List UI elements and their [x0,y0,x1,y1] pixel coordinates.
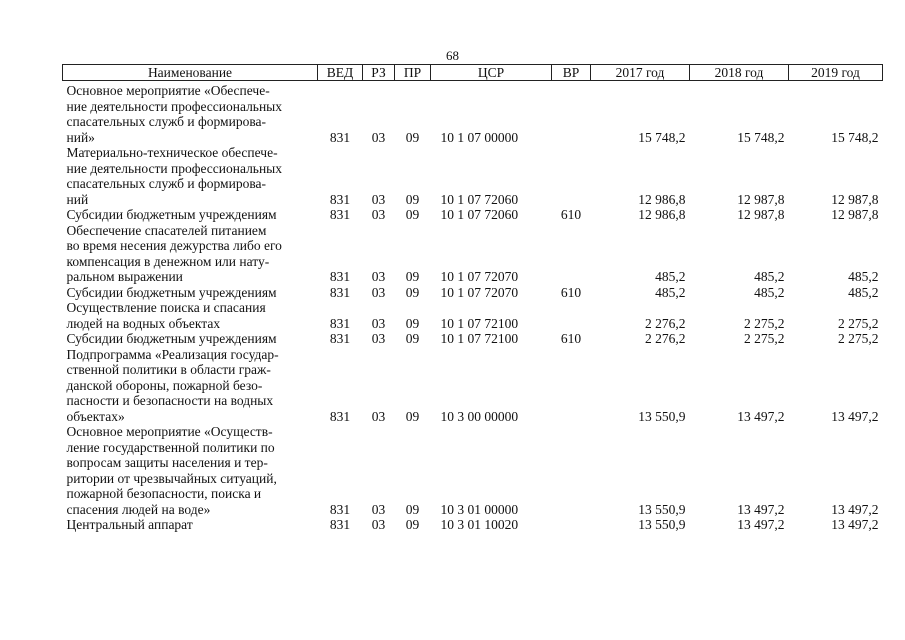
row-rz: 03 [371,284,386,300]
row-amount-2018: 485,2 [754,284,785,300]
row-amount-2018: 12 987,8 [737,191,785,207]
row-amount-2018: 12 987,8 [737,207,785,222]
row-name-line: спасательных служб и формирова- [66,114,267,129]
row-name-line: вопросам защиты населения и тер- [66,455,268,470]
row-amount-2019: 2 275,2 [838,331,879,346]
row-name [63,347,318,425]
row-pr: 09 [405,284,420,300]
row-name-line: ственной политики в области граж- [66,362,271,377]
row-amount-2017: 12 986,8 [638,207,686,222]
row-vr [552,223,591,285]
table-row [63,424,883,517]
row-vr [552,347,591,425]
budget-table [62,64,883,533]
row-name-line: объектах» [66,408,125,424]
row-ved: 831 [329,269,351,284]
row-name-line: спасательных служб и формирова- [66,176,267,191]
row-ved: 831 [329,408,351,424]
row-vr [552,300,591,331]
table-row [63,223,883,285]
row-ved: 831 [329,191,351,207]
table-row [63,517,883,533]
row-pr: 09 [405,269,420,284]
row-name [63,81,318,146]
row-name-line: Основное мероприятие «Обеспече- [66,83,270,98]
row-name [63,223,318,285]
row-vr [552,517,591,533]
table-row [63,347,883,425]
row-amount-2019: 15 748,2 [831,129,879,145]
table-row [63,207,883,223]
row-amount-2019: 485,2 [848,269,879,284]
row-amount-2018: 2 275,2 [744,315,785,331]
row-amount-2018: 2 275,2 [744,331,785,346]
row-name-line: ний [66,191,89,207]
row-name-line: пожарной безопасности, поиска и [66,486,262,501]
header-year-2018: 2018 год [690,65,789,81]
header-row [63,65,883,81]
row-name-line: Субсидии бюджетным учреждениям [66,207,277,222]
header-csr: ЦСР [431,65,552,81]
row-amount-2019: 2 275,2 [838,315,879,331]
row-name [63,331,318,347]
row-pr: 09 [405,517,420,532]
row-pr: 09 [405,207,420,222]
row-name [63,207,318,223]
row-name-line: Субсидии бюджетным учреждениям [66,284,277,300]
row-ved: 831 [329,129,351,145]
page-number: 68 [446,48,459,63]
row-rz: 03 [371,269,386,284]
header-rz: РЗ [363,65,395,81]
row-name-line: Субсидии бюджетным учреждениям [66,331,277,346]
table-row [63,285,883,301]
row-pr: 09 [405,315,420,331]
row-amount-2019: 13 497,2 [831,501,879,517]
table-row [63,300,883,331]
row-name-line: ние деятельности профессиональных [66,98,283,114]
row-ved: 831 [329,207,351,222]
row-vr: 610 [560,331,582,346]
row-amount-2017: 2 276,2 [645,331,686,346]
row-rz: 03 [371,129,386,145]
row-name-line: данской обороны, пожарной безо- [66,377,263,393]
row-amount-2017: 15 748,2 [638,129,686,145]
row-amount-2017: 2 276,2 [645,315,686,331]
row-csr: 10 1 07 72070 [440,269,519,284]
row-amount-2018: 13 497,2 [737,501,785,517]
row-ved: 831 [329,517,351,532]
row-name [63,517,318,533]
row-pr: 09 [405,501,420,517]
table-row [63,331,883,347]
row-name [63,285,318,301]
row-amount-2017: 485,2 [655,284,686,300]
row-rz: 03 [371,331,386,346]
row-vr [552,424,591,517]
row-name-line: Материально-техническое обеспече- [66,145,278,160]
row-amount-2019: 13 497,2 [831,408,879,424]
row-rz: 03 [371,408,386,424]
row-name-line: спасения людей на воде» [66,501,211,517]
row-pr: 09 [405,191,420,207]
row-name-line: Подпрограмма «Реализация государ- [66,346,279,362]
row-csr: 10 3 01 00000 [440,501,519,517]
row-name-line: во время несения дежурства либо его [66,238,282,253]
row-name-line: Центральный аппарат [66,517,193,532]
row-ved: 831 [329,315,351,331]
header-year-2017: 2017 год [591,65,690,81]
row-csr: 10 1 07 72060 [440,207,519,222]
row-amount-2019: 12 987,8 [831,207,879,222]
row-name [63,424,318,517]
row-csr: 10 1 07 72100 [440,331,519,346]
row-amount-2018: 15 748,2 [737,129,785,145]
row-ved: 831 [329,331,351,346]
table-row [63,145,883,207]
row-rz: 03 [371,517,386,532]
row-name-line: Основное мероприятие «Осуществ- [66,424,273,439]
header-name: Наименование [63,65,318,81]
row-amount-2017: 13 550,9 [638,501,686,517]
row-amount-2018: 13 497,2 [737,408,785,424]
row-ved: 831 [329,284,351,300]
row-amount-2019: 12 987,8 [831,191,879,207]
header-ved: ВЕД [318,65,363,81]
row-csr: 10 1 07 72070 [440,284,519,300]
row-name-line: ральном выражении [66,269,183,284]
row-amount-2017: 12 986,8 [638,191,686,207]
row-amount-2019: 13 497,2 [831,517,879,532]
row-vr: 610 [560,207,582,222]
row-name-line: людей на водных объектах [66,315,221,331]
table-header [63,65,883,81]
row-name-line: ние деятельности профессиональных [66,160,283,176]
row-csr: 10 3 01 10020 [440,517,519,532]
row-name-line: ний» [66,129,95,145]
row-amount-2018: 485,2 [754,269,785,284]
row-ved: 831 [329,501,351,517]
row-vr [552,145,591,207]
row-amount-2017: 485,2 [655,269,686,284]
row-rz: 03 [371,315,386,331]
row-name-line: Обеспечение спасателей питанием [66,222,267,238]
row-name-line: Осуществление поиска и спасания [66,300,266,315]
header-year-2019: 2019 год [789,65,883,81]
row-amount-2018: 13 497,2 [737,517,785,532]
table-body [63,81,883,533]
row-csr: 10 1 07 72100 [440,315,519,331]
row-pr: 09 [405,408,420,424]
row-amount-2017: 13 550,9 [638,517,686,532]
row-vr [552,81,591,146]
header-pr: ПР [395,65,431,81]
header-vr: ВР [552,65,591,81]
row-name-line: ление государственной политики по [66,439,275,455]
row-csr: 10 3 00 00000 [440,408,519,424]
row-pr: 09 [405,129,420,145]
row-csr: 10 1 07 00000 [440,129,519,145]
row-rz: 03 [371,207,386,222]
row-name [63,145,318,207]
row-amount-2019: 485,2 [848,284,879,300]
row-name-line: компенсация в денежном или нату- [66,253,270,269]
row-rz: 03 [371,501,386,517]
row-pr: 09 [405,331,420,346]
row-vr: 610 [560,284,582,300]
table-row [63,81,883,146]
row-rz: 03 [371,191,386,207]
row-name-line: ритории от чрезвычайных ситуаций, [66,470,277,486]
row-name [63,300,318,331]
row-name-line: пасности и безопасности на водных [66,393,274,408]
row-csr: 10 1 07 72060 [440,191,519,207]
row-amount-2017: 13 550,9 [638,408,686,424]
